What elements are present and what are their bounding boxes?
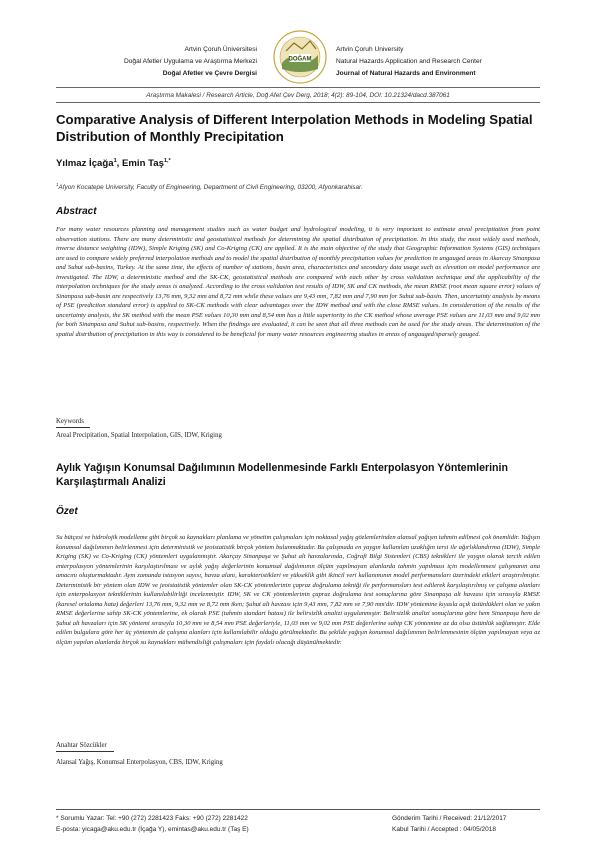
submission-dates xyxy=(392,813,506,835)
center-name-tr: Doğal Afetler Uygulama ve Araştırma Merkezi xyxy=(123,58,257,65)
author-name: Yılmaz İçağa xyxy=(56,158,114,170)
anahtar-sozcukler-heading: Anahtar Sözcükler xyxy=(56,742,107,749)
keywords-text: Areal Precipitation, Spatial Interpolation, GIS, IDW, Kriging xyxy=(56,432,222,439)
article-citation: Araştırma Makalesi / Research Article, Doğ Afet Çev Derg, 2018; 4(2): 89-104, DOI: 10.21324/dacd.387061 xyxy=(146,92,450,99)
accepted-date: Kabul Tarihi / Accepted : 04/05/2018 xyxy=(392,826,496,833)
dogam-logo xyxy=(272,29,328,85)
contact-phone-fax: * Sorumlu Yazar: Tel: +90 (272) 2281423 Faks: +90 (272) 2281422 xyxy=(56,815,248,822)
anahtar-sozcukler-text: Alansal Yağış, Konumsal Enterpolasyon, CBS, IDW, Kriging xyxy=(56,759,223,766)
abstract-heading: Abstract xyxy=(56,206,97,217)
footer-divider xyxy=(56,809,540,810)
ozet-text: Su bütçesi ve hidrolojik modelleme gibi birçok su kaynakları planlama ve yönetim çalışmaları için noktasal yağış gözlemlerinden alansal yağışın tahmin edilmesi çok önemlidir. Yağışın konumsal dağılımının belirlenmesi için deterministik ve jeoistatistik birçok yöntem bulunmaktadır. Bu çalışmada en yaygın kullanılan uzaklığın tersi ile ağırlıklandırma (IDW), Simple Kriging (SK) ve Co-Kriging (CK) yöntemleri uygulanmıştır. Akarçay Sinanpaşa ve Şuhut alt havzalarında, Coğrafi Bilgi Sistemleri (CBS) teknikleri ile yaygın olarak tercih edilen enterpolasyon yöntemlerinin karşılaştırılması ve aylık yağış değerlerinin konumsal dağılımının ölçüm yapılmayan alanlarda tahmin yapılması için modellenmesi çalışmanın ana amacını oluşturmaktadır. Aynı zamanda istasyon sayısı, havza alanı, karakteristikleri ve yükseklik gibi ikincil veri kullanımının model performansları üzerindeki etkileri araştırılmıştır. Deterministik bir yöntem olan IDW ve jeoistatistik yöntemler olan SK-CK yöntemlerinin çapraz doğrulama tekniği ile performansları test edilerek karşılaştırılmış ve çalışma alanları için enterpolasyon tekniklerinin kullanılabilirliği incelenmiştir. IDW, SK ve CK yöntemlerinin çapraz doğrulama test sonuçlarına göre Sinanpaşa alt havzası için sırasıyla RMSE (karesel ortalama hata) değerleri 13,76 mm, 9,32 mm ve 8,72 mm iken; Şuhut alt havzası için 9,43 mm, 7,82 mm ve 7,90 mm'dir. IDW yöntemine kıyasla açık üstünlükleri olan ve yakın RMSE değerlerine sahip SK-CK yöntemlerine, ek olarak PSE (tahmin standart hatası) ile belirsizlik analizi uygulanmıştır. Belirsizlik analizi sonuçlarına göre hem Sinanpaşa hem de Şuhut alt havzaları için SK yöntemi sırasıyla 10,30 mm ve 8,54 mm PSE değerleriyle, 11,03 mm ve 9,02 mm PSE değerlerine sahip CK yöntemine az da olsa üstünlük sağlamıştır. Elde edilen bulgulara göre her üç yöntemin de çalışma alanları için kullanılabilir olduğu görülmektedir. Bu şekilde yağışın konumsal dağılımının belirlenmesinin ölçüm yapılmayan veya az ölçüm yapılan alanlarda birçok su kaynakları mühendisliği çalışmaları için faydalı olacağı düşünülmektedir. xyxy=(56,534,540,647)
abstract-text: For many water resources planning and management studies such as water budget and hydrological modeling, it is very important to estimate areal precipitation from point observation stations. There are many deterministic and geostatistical methods for determining the spatial distribution of precipitation. In this study, the most widely used methods, inverse distance weighting (IDW), Simple Kriging (SK) and Co-Kriging (CK) are applied. It is the main objective of the study that Geographic Information Systems (GIS) techniques are used to compare widely preferred interpolation methods and to model the spatial distribution of monthly precipitation values for prediction in ungauged areas in Akarcay Sinanpasa and Suhut sub-basins, Turkey. At the same time, the effects of number of stations, basin area, characteristics and secondary data usage such as elevation on model performance are investigated. The IDW, a deterministic method and the SK-CK, geostatistical methods are compared with each other by cross validation technique and the applicability of the interpolation techniques for the study areas is analyzed. According to the cross validation test results of IDW, SK and CK methods, the mean RMSE (root mean square error) values of Sinanpasa sub-basin are respectively 13,76 mm, 9,32 mm and 8,72 mm while these values are 9,43 mm, 7,82 mm and 7,90 mm for Suhut sub-basin. Then, uncertainty analysis by means of PSE (prediction standard error) is applied to SK-CK methods with clear advantages over the IDW method and with the close RMSE values. In consideration of the results of the uncertainty analysis, the SK method with the mean PSE values 10,30 mm and 8,54 mm has a little superiority to the CK method whose average PSE values are 11,03 mm and 9,02 mm for both Sinanpasa and Suhut sub-basins, respectively. When the findings are evaluated, it can be seen that all three methods can be used for the study areas. The determination of the spatial distribution of precipitation in this way is considered to be beneficial for many water resources engineering studies in areas of ungauged/sparsely gauged. xyxy=(56,226,540,339)
journal-header-turkish xyxy=(37,44,257,80)
author-name: Emin Taş xyxy=(122,158,164,170)
ozet-heading: Özet xyxy=(56,506,78,517)
journal-name-tr: Doğal Afetler ve Çevre Dergisi xyxy=(162,70,257,77)
author-affiliation-mark: 1,* xyxy=(163,158,171,164)
author-affiliation-mark: 1 xyxy=(113,158,117,164)
affiliation-mark: 1 xyxy=(56,182,59,187)
author-separator: , xyxy=(116,158,122,170)
author-list xyxy=(56,158,171,169)
article-title-tr: Aylık Yağışın Konumsal Dağılımının Modellenmesinde Farklı Enterpolasyon Yöntemlerinin Karşılaştırmalı Analizi xyxy=(56,462,508,488)
center-name-en: Natural Hazards Application and Research Center xyxy=(336,58,482,65)
journal-header-english xyxy=(336,44,556,80)
header-divider-bottom xyxy=(56,102,540,103)
article-title-en: Comparative Analysis of Different Interpolation Methods in Modeling Spatial Distribution of Monthly Precipitation xyxy=(56,112,533,144)
author-affiliation xyxy=(56,182,540,191)
keywords-underline xyxy=(56,427,90,428)
keywords-heading: Keywords xyxy=(56,418,84,425)
corresponding-author-info xyxy=(56,813,249,835)
university-name-en: Artvin Çoruh University xyxy=(336,46,404,53)
anahtar-sozcukler-underline xyxy=(56,751,114,752)
affiliation-text: Afyon Kocatepe University, Faculty of Engineering, Department of Civil Engineering, 03200, Afyonkarahisar. xyxy=(58,184,363,192)
logo-text: DOĞAM xyxy=(288,56,312,63)
header-divider-top xyxy=(56,87,540,88)
received-date: Gönderim Tarihi / Received: 21/12/2017 xyxy=(392,815,507,822)
journal-name-en: Journal of Natural Hazards and Environment xyxy=(336,70,476,77)
contact-email: E-posta: yicaga@aku.edu.tr (İçağa Y), emintas@aku.edu.tr (Taş E) xyxy=(56,826,249,833)
university-name-tr: Artvin Çoruh Üniversitesi xyxy=(184,46,257,53)
